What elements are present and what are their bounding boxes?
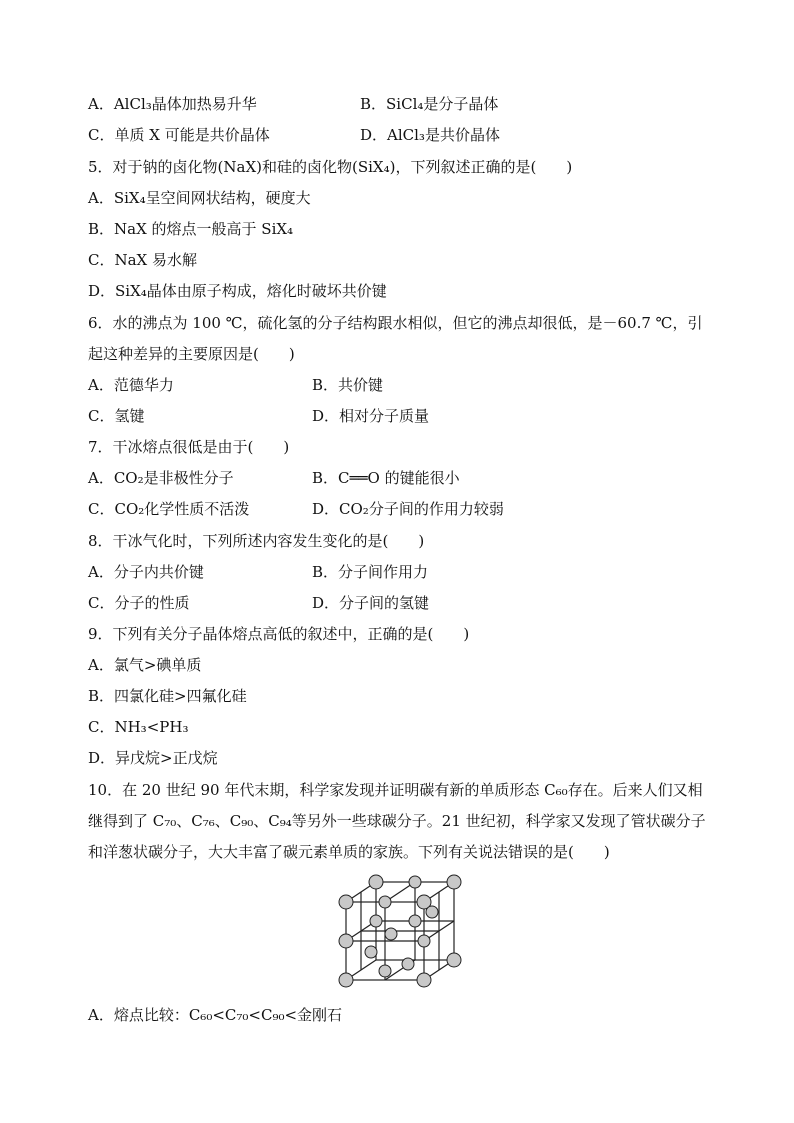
option-8d: D．分子间的氢键: [312, 594, 430, 612]
option-6b: B．共价键: [312, 376, 384, 394]
option-8b: B．分子间作用力: [312, 563, 429, 581]
option-7b: B．C══O 的键能很小: [312, 469, 460, 487]
option-9c: C．NH₃<PH₃: [88, 718, 189, 736]
option-9a: A．氯气>碘单质: [88, 656, 202, 674]
option-4d: D．AlCl₃是共价晶体: [360, 126, 500, 144]
option-7a: A．CO₂是非极性分子: [88, 469, 234, 487]
option-4a: A．AlCl₃晶体加热易升华: [88, 95, 257, 113]
option-4c: C．单质 X 可能是共价晶体: [88, 126, 270, 144]
option-9d: D．异戊烷>正戊烷: [88, 749, 218, 767]
option-6a: A．范德华力: [88, 376, 174, 394]
crystal-structure-figure: [336, 872, 466, 1000]
question-6-line1: 6．水的沸点为 100 ℃，硫化氢的分子结构跟水相似，但它的沸点却很低，是－60.7 ℃，引: [88, 314, 703, 332]
question-10-line3: 和洋葱状碳分子，大大丰富了碳元素单质的家族。下列有关说法错误的是( ): [88, 843, 610, 861]
option-8c: C．分子的性质: [88, 594, 190, 612]
question-5: 5．对于钠的卤化物(NaX)和硅的卤化物(SiX₄)，下列叙述正确的是( ): [88, 158, 573, 176]
option-5a: A．SiX₄呈空间网状结构，硬度大: [88, 189, 311, 207]
option-10a: A．熔点比较：C₆₀<C₇₀<C₉₀<金刚石: [88, 1006, 343, 1024]
option-6c: C．氢键: [88, 407, 145, 425]
question-7: 7．干冰熔点很低是由于( ): [88, 438, 290, 456]
question-10-line1: 10．在 20 世纪 90 年代末期，科学家发现并证明碳有新的单质形态 C₆₀存在。后来人们又相: [88, 781, 703, 799]
diamond-lattice-diagram: [336, 872, 466, 996]
option-5b: B．NaX 的熔点一般高于 SiX₄: [88, 220, 294, 238]
question-8: 8．干冰气化时，下列所述内容发生变化的是( ): [88, 532, 425, 550]
option-7d: D．CO₂分子间的作用力较弱: [312, 500, 504, 518]
option-5c: C．NaX 易水解: [88, 251, 197, 269]
option-8a: A．分子内共价键: [88, 563, 204, 581]
option-9b: B．四氯化硅>四氟化硅: [88, 687, 247, 705]
option-6d: D．相对分子质量: [312, 407, 430, 425]
question-9: 9．下列有关分子晶体熔点高低的叙述中，正确的是( ): [88, 625, 470, 643]
question-6-line2: 起这种差异的主要原因是( ): [88, 345, 295, 363]
option-7c: C．CO₂化学性质不活泼: [88, 500, 250, 518]
option-4b: B．SiCl₄是分子晶体: [360, 95, 499, 113]
option-5d: D．SiX₄晶体由原子构成，熔化时破坏共价键: [88, 282, 387, 300]
question-10-line2: 继得到了 C₇₀、C₇₆、C₉₀、C₉₄等另外一些球碳分子。21 世纪初，科学家又发现了管状碳分子: [88, 812, 706, 830]
